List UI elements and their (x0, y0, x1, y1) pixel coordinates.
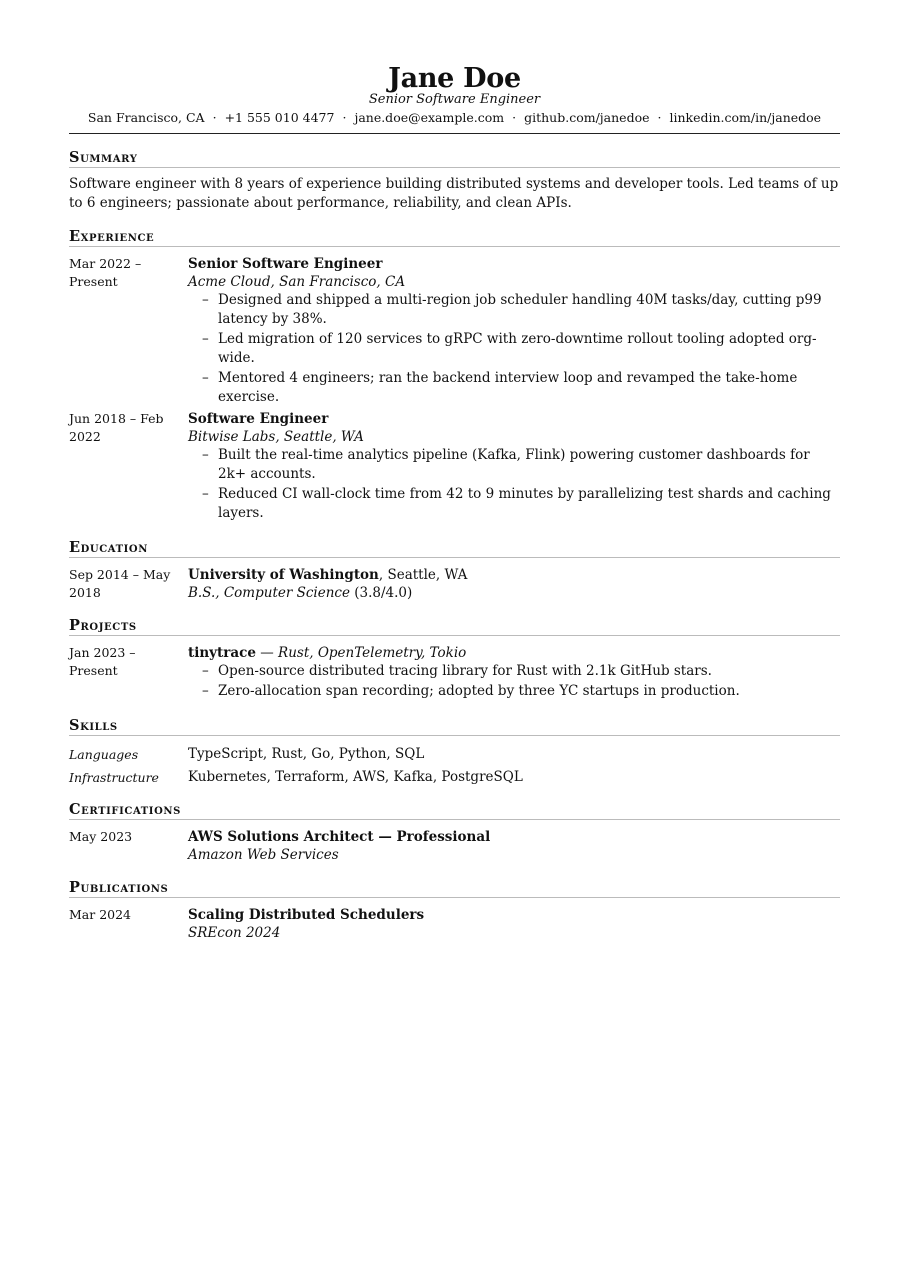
section-heading-publications: Publications (69, 879, 840, 898)
certification-name: AWS Solutions Architect — Professional (188, 829, 491, 845)
contact-separator: · (512, 110, 517, 125)
school-name: University of Washington (188, 567, 379, 583)
section-heading-certifications: Certifications (69, 801, 840, 820)
publication-entry (69, 906, 840, 942)
entry-date: Sep 2014 – May 2018 (69, 567, 171, 600)
entry-date: Jun 2018 – Feb 2022 (69, 411, 164, 444)
contact-github[interactable]: github.com/janedoe (524, 110, 650, 125)
contact-separator: · (657, 110, 662, 125)
entry-date: Mar 2024 (69, 907, 132, 922)
degree-line (188, 584, 840, 602)
publication-venue: SREcon 2024 (188, 925, 281, 941)
publication-title: Scaling Distributed Schedulers (188, 907, 425, 923)
contact-separator: · (212, 110, 217, 125)
contact-email[interactable]: jane.doe@example.com (354, 110, 505, 125)
contact-line (69, 110, 840, 126)
certification-issuer: Amazon Web Services (188, 847, 339, 863)
job-role: Senior Software Engineer (188, 256, 383, 272)
entry-body (188, 828, 840, 864)
certification-entry (69, 828, 840, 864)
job-role: Software Engineer (188, 411, 329, 427)
resume-page (69, 64, 840, 942)
section-heading-projects: Projects (69, 617, 840, 636)
skill-items: TypeScript, Rust, Go, Python, SQL (188, 746, 425, 762)
bullet-item: – Built the real-time analytics pipeline (Kafka, Flink) powering customer dashboards for 2k+ accounts. (188, 446, 840, 484)
entry-body (188, 566, 840, 602)
degree-name: B.S., Computer Science (188, 585, 350, 601)
job-organization: Bitwise Labs, Seattle, WA (188, 429, 364, 445)
bullet-item: – Reduced CI wall-clock time from 42 to 9 minutes by parallelizing test shards and caching layers. (188, 485, 840, 523)
project-bullets (188, 662, 840, 701)
school-line (188, 566, 840, 584)
degree-gpa: (3.8/4.0) (349, 585, 413, 601)
skill-category: Languages (69, 747, 139, 762)
school-location: , Seattle, WA (378, 567, 468, 583)
bullet-item: – Zero-allocation span recording; adopted by three YC startups in production. (188, 682, 840, 701)
entry-date: Mar 2022 – Present (69, 256, 142, 289)
section-heading-experience: Experience (69, 228, 840, 247)
bullet-item: – Led migration of 120 services to gRPC with zero-downtime rollout tooling adopted org-wide. (188, 330, 840, 368)
contact-separator: · (342, 110, 347, 125)
project-line (188, 644, 840, 662)
bullet-item: – Designed and shipped a multi-region job scheduler handling 40M tasks/day, cutting p99 latency by 38%. (188, 291, 840, 329)
experience-entry (69, 410, 840, 524)
job-organization: Acme Cloud, San Francisco, CA (188, 274, 406, 290)
entry-date: May 2023 (69, 829, 133, 844)
entry-date: Jan 2023 – Present (69, 645, 136, 678)
bullet-item: – Open-source distributed tracing library for Rust with 2.1k GitHub stars. (188, 662, 840, 681)
entry-body (188, 410, 840, 524)
experience-entry (69, 255, 840, 408)
entry-body (188, 644, 840, 702)
summary-text: Software engineer with 8 years of experience building distributed systems and developer tools. Led teams of up to 6 engineers; passionate about performance, reliability, and clean APIs. (69, 176, 839, 211)
project-name: tinytrace (188, 645, 256, 661)
section-heading-skills: Skills (69, 717, 840, 736)
bullet-item: – Mentored 4 engineers; ran the backend interview loop and revamped the take-home exercise. (188, 369, 840, 407)
candidate-name: Jane Doe (388, 63, 521, 94)
job-bullets (188, 291, 840, 407)
entry-body (188, 906, 840, 942)
project-dash: — (255, 645, 279, 661)
skill-items: Kubernetes, Terraform, AWS, Kafka, PostgreSQL (188, 769, 523, 785)
section-heading-education: Education (69, 539, 840, 558)
contact-linkedin[interactable]: linkedin.com/in/janedoe (669, 110, 822, 125)
section-heading-summary: Summary (69, 149, 840, 168)
job-bullets (188, 446, 840, 523)
candidate-title: Senior Software Engineer (368, 92, 541, 107)
education-entry (69, 566, 840, 602)
resume-header (69, 64, 840, 126)
skill-category: Infrastructure (69, 770, 159, 785)
header-divider (69, 133, 840, 134)
skill-row (69, 746, 840, 763)
entry-body (188, 255, 840, 408)
project-stack: Rust, OpenTelemetry, Tokio (278, 645, 467, 661)
skill-row (69, 769, 840, 786)
contact-phone: +1 555 010 4477 (224, 110, 335, 125)
contact-location: San Francisco, CA (87, 110, 205, 125)
project-entry (69, 644, 840, 702)
